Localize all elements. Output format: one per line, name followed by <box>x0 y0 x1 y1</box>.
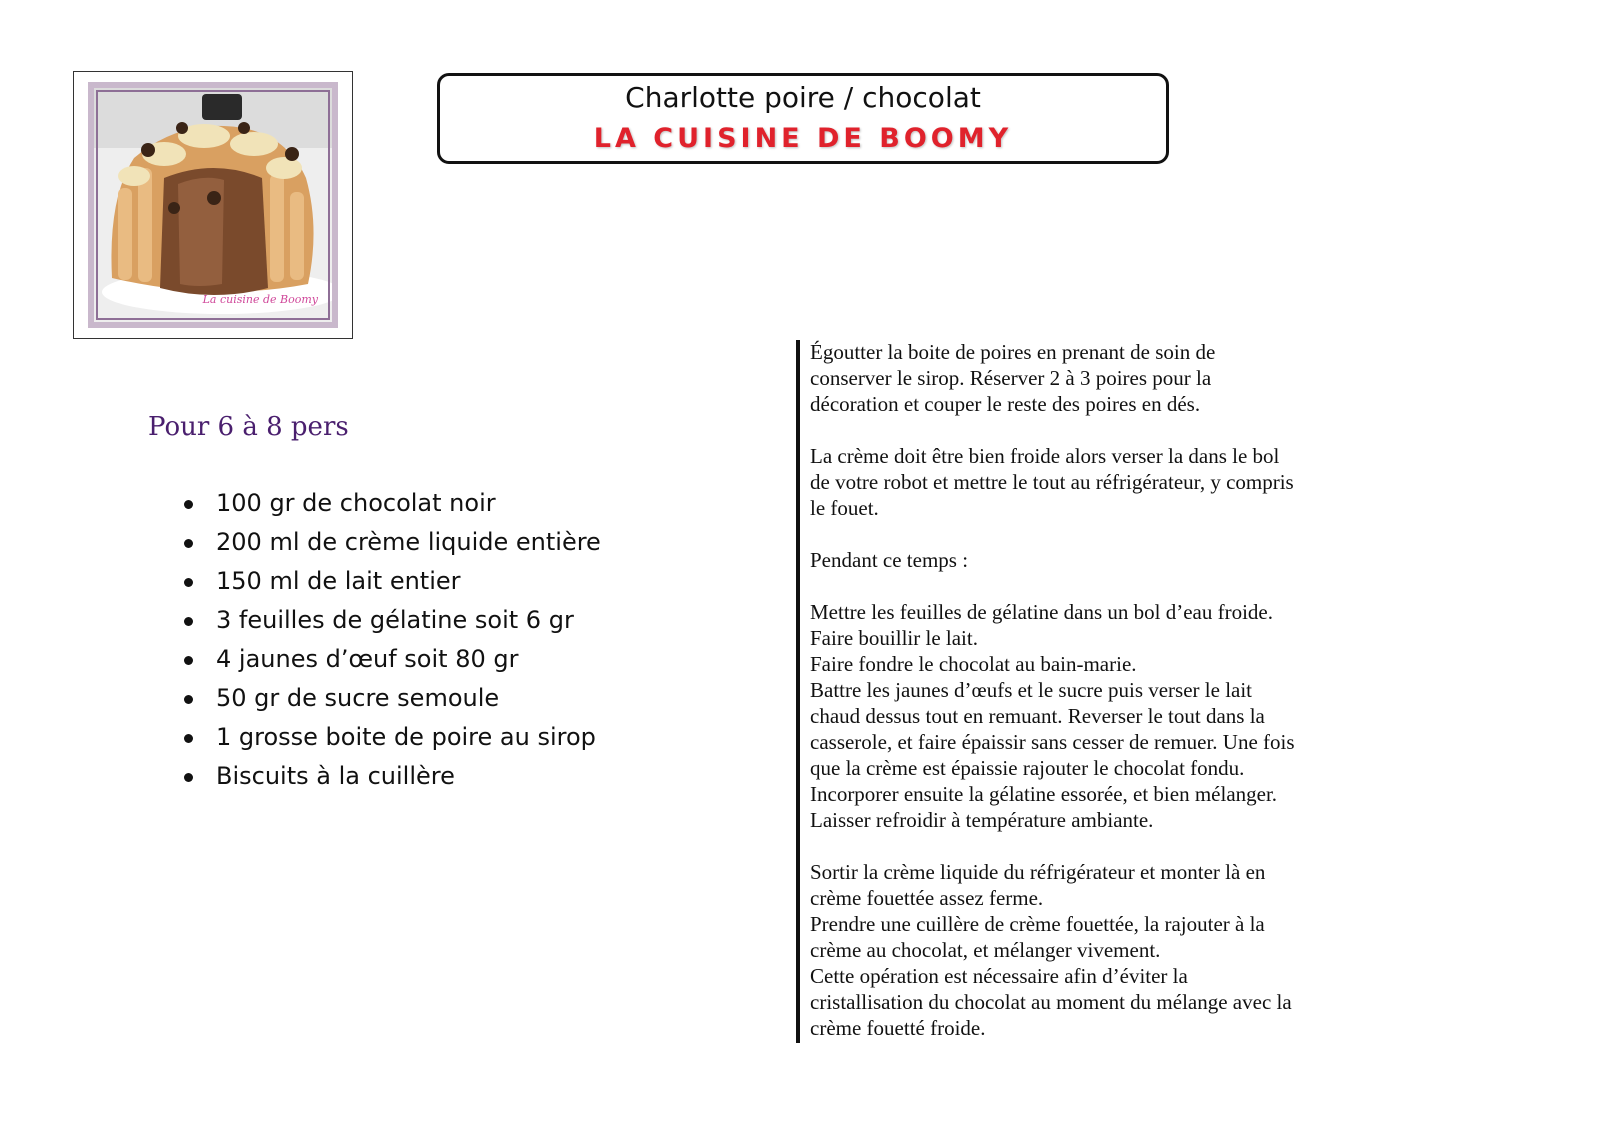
ingredient-item <box>180 718 601 757</box>
method-line: le fouet. <box>810 496 879 520</box>
bullet-icon <box>184 695 193 704</box>
dessert-photo-icon <box>94 88 332 322</box>
method-line: Prendre une cuillère de crème fouettée, la rajouter à la <box>810 912 1265 936</box>
method-line: conserver le sirop. Réserver 2 à 3 poires pour la <box>810 366 1212 390</box>
method-line: Faire fondre le chocolat au bain-marie. <box>810 652 1137 676</box>
bullet-icon <box>184 617 193 626</box>
recipe-photo <box>88 82 338 328</box>
method-paragraph <box>810 599 1410 833</box>
method-line: que la crème est épaissie rajouter le chocolat fondu. <box>810 756 1245 780</box>
method-line: casserole, et faire épaissir sans cesser de remuer. Une fois <box>810 730 1295 754</box>
photo-watermark: La cuisine de Boomy <box>202 293 318 306</box>
method-line: cristallisation du chocolat au moment du mélange avec la <box>810 990 1292 1014</box>
servings-label: Pour 6 à 8 pers <box>148 412 349 442</box>
method-line: chaud dessus tout en remuant. Reverser le tout dans la <box>810 704 1265 728</box>
title-box <box>437 73 1169 164</box>
ingredient-item <box>180 562 601 601</box>
ingredient-text: 3 feuilles de gélatine soit 6 gr <box>216 606 574 634</box>
method-paragraph <box>810 339 1410 417</box>
method-line: décoration et couper le reste des poires en dés. <box>810 392 1201 416</box>
method-line: Laisser refroidir à température ambiante. <box>810 808 1154 832</box>
ingredient-item <box>180 640 601 679</box>
bullet-icon <box>184 500 193 509</box>
bullet-icon <box>184 734 193 743</box>
method-line: de votre robot et mettre le tout au réfrigérateur, y compris <box>810 470 1294 494</box>
method-line: crème fouetté froide. <box>810 1016 986 1040</box>
method-line: Incorporer ensuite la gélatine essorée, et bien mélanger. <box>810 782 1278 806</box>
method-line: Battre les jaunes d’œufs et le sucre puis verser le lait <box>810 678 1253 702</box>
ingredient-text: Biscuits à la cuillère <box>216 762 455 790</box>
method-line: Égoutter la boite de poires en prenant de soin de <box>810 340 1216 364</box>
ingredient-text: 150 ml de lait entier <box>216 567 461 595</box>
ingredient-text: 100 gr de chocolat noir <box>216 489 496 517</box>
ingredient-text: 1 grosse boite de poire au sirop <box>216 723 596 751</box>
method-line: crème fouettée assez ferme. <box>810 886 1044 910</box>
ingredients-list <box>180 484 601 796</box>
bullet-icon <box>184 539 193 548</box>
method-paragraph <box>810 859 1410 1041</box>
method-line: Faire bouillir le lait. <box>810 626 978 650</box>
bullet-icon <box>184 578 193 587</box>
ingredient-text: 200 ml de crème liquide entière <box>216 528 601 556</box>
ingredient-text: 4 jaunes d’œuf soit 80 gr <box>216 645 519 673</box>
method-line: Sortir la crème liquide du réfrigérateur et monter là en <box>810 860 1266 884</box>
ingredient-item <box>180 757 601 796</box>
brand-title: LA CUISINE DE BOOMY <box>593 123 1013 154</box>
recipe-photo-frame <box>73 71 353 339</box>
ingredient-item <box>180 601 601 640</box>
method-paragraph <box>810 547 1410 573</box>
ingredient-item <box>180 484 601 523</box>
method-divider <box>796 340 800 1043</box>
method-text <box>810 339 1410 1041</box>
bullet-icon <box>184 656 193 665</box>
bullet-icon <box>184 773 193 782</box>
ingredient-text: 50 gr de sucre semoule <box>216 684 500 712</box>
recipe-title: Charlotte poire / chocolat <box>625 81 981 114</box>
method-paragraph <box>810 443 1410 521</box>
ingredient-item <box>180 523 601 562</box>
method-line: crème au chocolat, et mélanger vivement. <box>810 938 1161 962</box>
ingredient-item <box>180 679 601 718</box>
method-line: Cette opération est nécessaire afin d’éviter la <box>810 964 1188 988</box>
method-line: La crème doit être bien froide alors verser la dans le bol <box>810 444 1280 468</box>
method-line: Pendant ce temps : <box>810 548 969 572</box>
method-line: Mettre les feuilles de gélatine dans un bol d’eau froide. <box>810 600 1274 624</box>
